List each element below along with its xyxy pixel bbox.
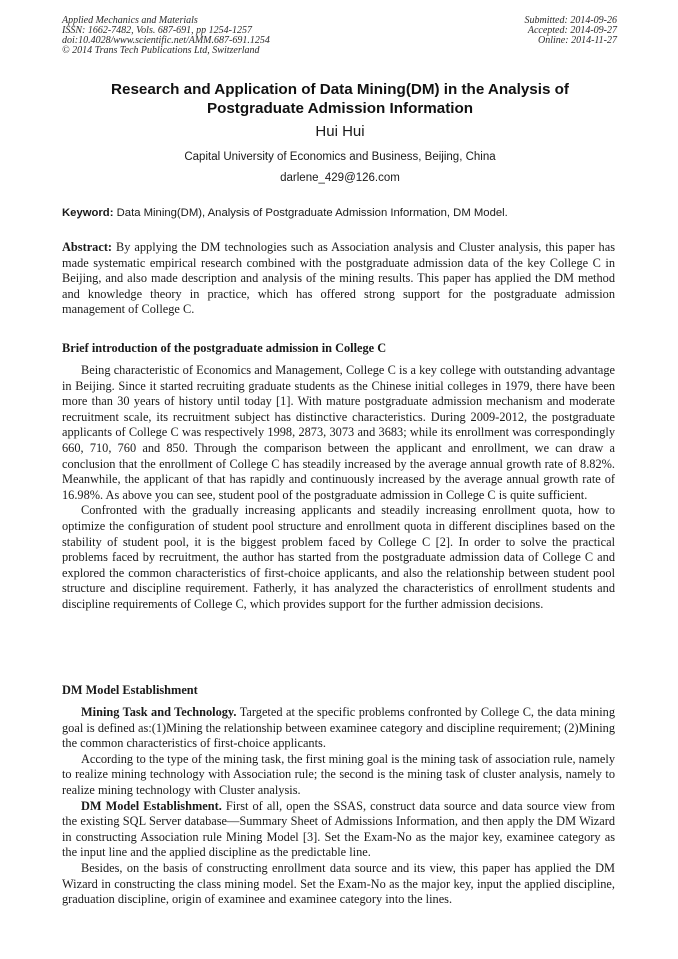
abstract-text: By applying the DM technologies such as Association analysis and Cluster analysis, this paper has made systematic empirical research combined with the postgraduate admission data of the key College C in Beijing, and also made description and analysis of the mining results. This paper has applied the DM method and knowledge theory in practice, which has offered strong support for the postgraduate admission management of College C. <box>62 240 615 317</box>
paragraph-run-in-heading: DM Model Establishment. <box>81 798 222 813</box>
title-line-1: Research and Application of Data Mining(DM) in the Analysis of <box>111 81 569 98</box>
dates-header <box>525 16 618 46</box>
abstract-label: Abstract: <box>62 240 113 254</box>
paragraph: Besides, on the basis of constructing enrollment data source and its view, this paper has applied the DM Wizard in constructing the class mining model. Set the Exam-No as the major key, input the applied discipline, graduation discipline, origin of examinee and examinee category into the lines. <box>62 860 615 907</box>
author-affiliation: Capital University of Economics and Business, Beijing, China <box>184 151 496 163</box>
accepted-date: Accepted: 2014-09-27 <box>527 25 617 36</box>
keywords-label: Keyword: <box>62 207 114 219</box>
paragraph: According to the type of the mining task, the first mining goal is the mining task of association rule, namely to realize mining technology with Association rule; the second is the mining task of cluster analysis, namely to realize mining technology with Cluster analysis. <box>62 751 615 797</box>
paper-title <box>62 80 618 118</box>
section-introduction <box>62 340 615 613</box>
doi-line: doi:10.4028/www.scientific.net/AMM.687-691.1254 <box>62 35 270 46</box>
paragraph-run-in-heading: Mining Task and Technology. <box>81 705 237 719</box>
journal-name: Applied Mechanics and Materials <box>62 15 198 26</box>
abstract <box>62 240 615 318</box>
paragraph: Confronted with the gradually increasing applicants and steadily increasing enrollment quota, how to optimize the configuration of student pool structure and enrollment quota in different disciplines based on the stability of student pool, it is the biggest problem faced by College C [2]. In order to solve the practical problems faced by recruitment, the author has started from the postgraduate admission data of College C and explored the common characteristics of first-choice applicants, and also the relationship between student pool structure and discipline requirement. Fatherly, it has analyzed the characteristics of enrollment students and discipline requirements of College C, which provides support for the further admission decisions. <box>62 503 615 611</box>
section-heading: Brief introduction of the postgraduate admission in College C <box>62 341 387 355</box>
online-date: Online: 2014-11-27 <box>538 35 617 46</box>
submitted-date: Submitted: 2014-09-26 <box>524 15 617 26</box>
section-dm-model <box>62 682 615 908</box>
keywords <box>62 205 618 221</box>
title-line-2: Postgraduate Admission Information <box>206 100 474 117</box>
paragraph <box>62 705 615 752</box>
author-name: Hui Hui <box>315 123 365 140</box>
author-email: darlene_429@126.com <box>280 172 400 184</box>
journal-header <box>62 16 270 56</box>
keywords-text: Data Mining(DM), Analysis of Postgraduate Admission Information, DM Model. <box>113 207 508 219</box>
copyright-line: © 2014 Trans Tech Publications Ltd, Switzerland <box>62 45 260 56</box>
paragraph-text: Targeted at the specific problems confronted by College C, the data mining goal is defined as:(1)Mining the relationship between examinee category and discipline requirement; (2)Mining the common characteristics of first-choice applicants. <box>62 705 616 751</box>
paragraph-text: First of all, open the SSAS, construct data source and data source view from the existing SQL Server database—Summary Sheet of Admissions Information, and then apply the DM Wizard in constructing Association rule Mining Model [3]. Set the Exam-No as the major key, examinee category as the input line and the applied discipline as the predictable line. <box>62 798 615 860</box>
paragraph <box>62 799 615 861</box>
section-heading: DM Model Establishment <box>62 683 198 697</box>
issn-line: ISSN: 1662-7482, Vols. 687-691, pp 1254-1257 <box>62 25 252 36</box>
paragraph: Being characteristic of Economics and Management, College C is a key college with outstanding advantage in Beijing. Since it started recruiting graduate students as the Chinese initial colleges in 1979, there have been more than 30 years of history until today [1]. With mature postgraduate admission mechanism and moderate recruitment scale, its recruitment subject has distinctive characteristics. During 2009-2012, the postgraduate applicants of College C was respectively 1998, 2873, 3073 and 3683; while its enrollment was correspondingly 660, 710, 760 and 850. Through the comparison between the applicant and enrollment, we can draw a conclusion that the enrollment of College C has steadily increased by the average annual growth rate of 8.82%. Meanwhile, the applicant of that has rapidly and continuously increased by the average annual growth rate of 16.98%. As above you can see, student pool of the postgraduate admission in College C is quite sufficient. <box>62 363 615 502</box>
